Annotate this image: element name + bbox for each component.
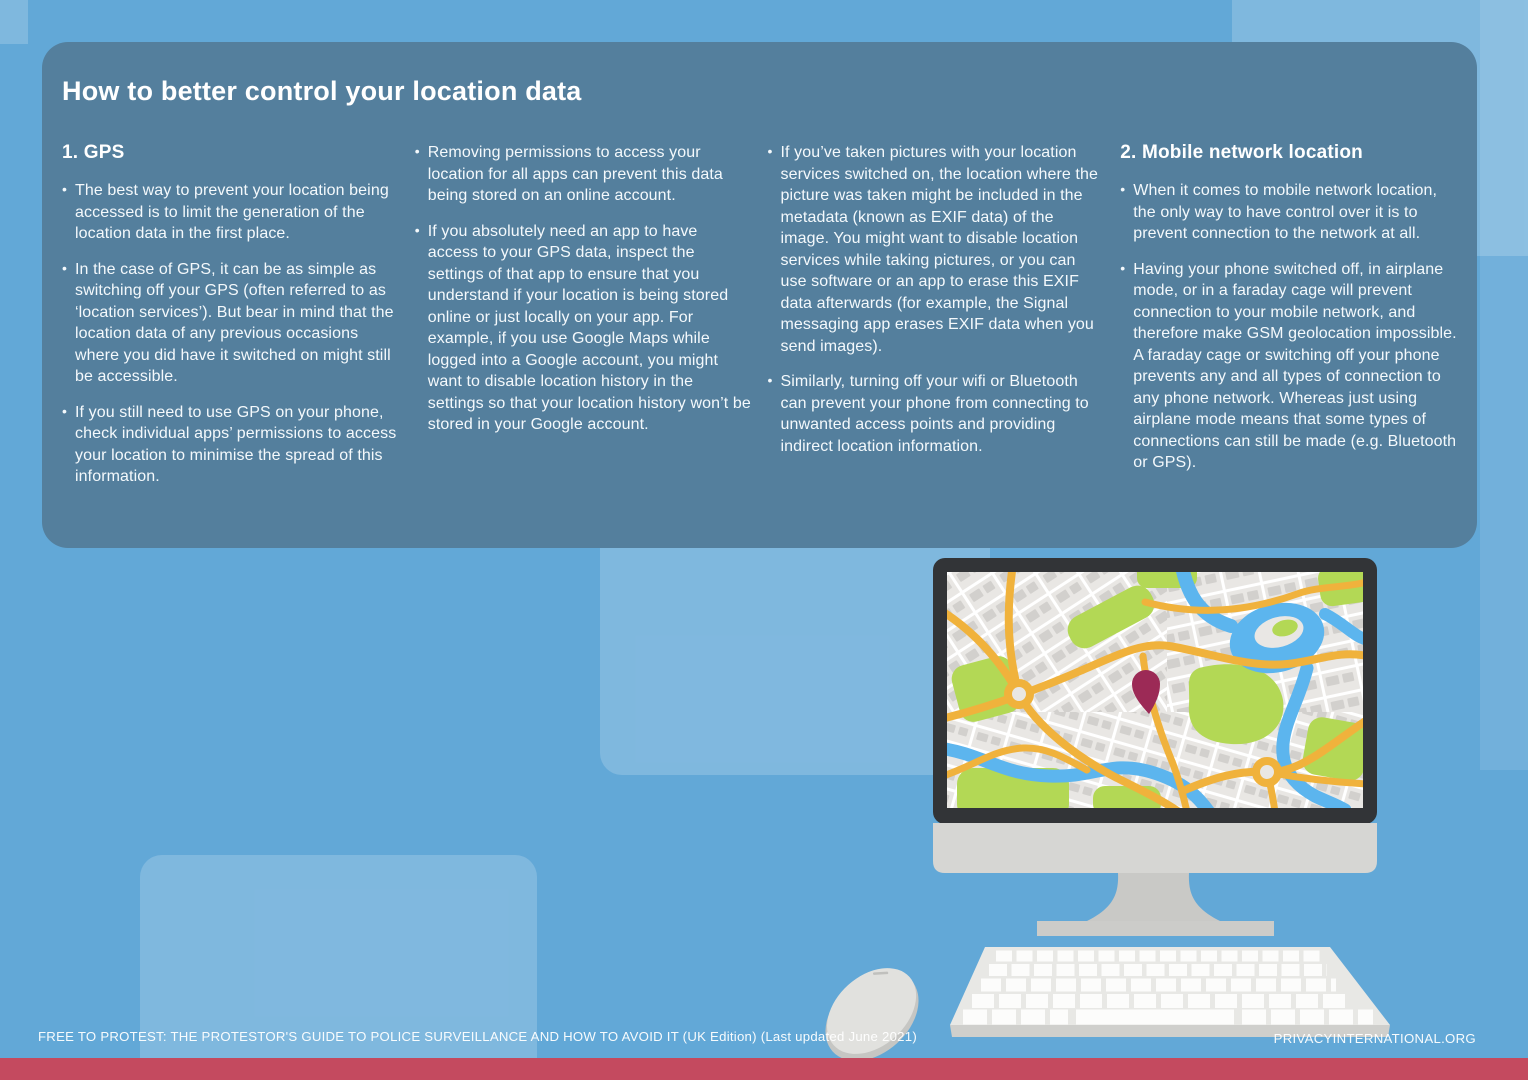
computer-illustration xyxy=(800,550,1410,1080)
column-gps-continued xyxy=(415,142,752,502)
map-roundabout xyxy=(1256,761,1278,783)
background-shape xyxy=(140,855,537,1080)
bullet-list xyxy=(768,142,1105,457)
keyboard-illustration xyxy=(950,947,1390,1037)
column-gps-continued-2 xyxy=(768,142,1105,502)
bullet-item: • The best way to prevent your location being accessed is to limit the generation of the location data in the first place. xyxy=(62,180,399,245)
bullet-list xyxy=(1120,180,1457,474)
section-heading-gps: 1. GPS xyxy=(62,142,125,163)
bullet-list xyxy=(62,180,399,488)
bullet-item: • If you still need to use GPS on your phone, check individual apps’ permissions to access your location to minimise the spread of this information. xyxy=(62,402,399,488)
footer-website-link[interactable]: PRIVACYINTERNATIONAL.ORG xyxy=(1273,1031,1476,1046)
bullet-item: • When it comes to mobile network location, the only way to have control over it is to prevent connection to the network at all. xyxy=(1120,180,1457,245)
column-mobile-network xyxy=(1120,142,1457,502)
footer-credit-text: FREE TO PROTEST: THE PROTESTOR'S GUIDE TO POLICE SURVEILLANCE AND HOW TO AVOID IT (UK Edition) (Last updated June 2021) xyxy=(38,1029,917,1044)
section-heading-mobile-network: 2. Mobile network location xyxy=(1120,142,1363,163)
column-gps xyxy=(62,142,399,502)
monitor-stand-base xyxy=(1037,921,1274,936)
background-shape xyxy=(0,0,28,44)
background-shape xyxy=(1480,0,1528,770)
columns xyxy=(62,142,1457,502)
bullet-item: • Similarly, turning off your wifi or Bluetooth can prevent your phone from connecting to unwanted access points and providing indirect location information. xyxy=(768,371,1105,457)
info-panel xyxy=(42,42,1477,548)
map-roundabout xyxy=(1008,683,1030,705)
bullet-item: • Removing permissions to access your location for all apps can prevent this data being stored on an online account. xyxy=(415,142,752,207)
bullet-item: • In the case of GPS, it can be as simple as switching off your GPS (often referred to as ‘location services’). But bear in mind that the location data of any previous occasions where you did have it switched on might still be accessible. xyxy=(62,259,399,388)
page-title: How to better control your location data xyxy=(62,76,582,106)
footer-accent-bar xyxy=(0,1058,1528,1080)
map-graphic xyxy=(937,560,1378,822)
bullet-item: • If you’ve taken pictures with your location services switched on, the location where the picture was taken might be included in the metadata (known as EXIF data) of the image. You might want to disable location services while taking pictures, or you can use software or an app to erase this EXIF data afterwards (for example, the Signal messaging app erases EXIF data when you send images). xyxy=(768,142,1105,357)
bullet-item: • If you absolutely need an app to have access to your GPS data, inspect the settings of that app to ensure that you understand if your location is being stored online or just locally on your app. For example, if you use Google Maps while logged into a Google account, you might want to disable location history in the settings so that your location history won’t be stored in your Google account. xyxy=(415,221,752,436)
monitor-stand xyxy=(1087,873,1220,921)
monitor-chin xyxy=(933,823,1377,873)
bullet-item: • Having your phone switched off, in airplane mode, or in a faraday cage will prevent connection to your mobile network, and therefore make GSM geolocation impossible. A faraday cage or switching off your phone prevents any and all types of connection to any phone network. Whereas just using airplane mode means that some types of connections can still be made (e.g. Bluetooth or GPS). xyxy=(1120,259,1457,474)
bullet-list xyxy=(415,142,752,436)
